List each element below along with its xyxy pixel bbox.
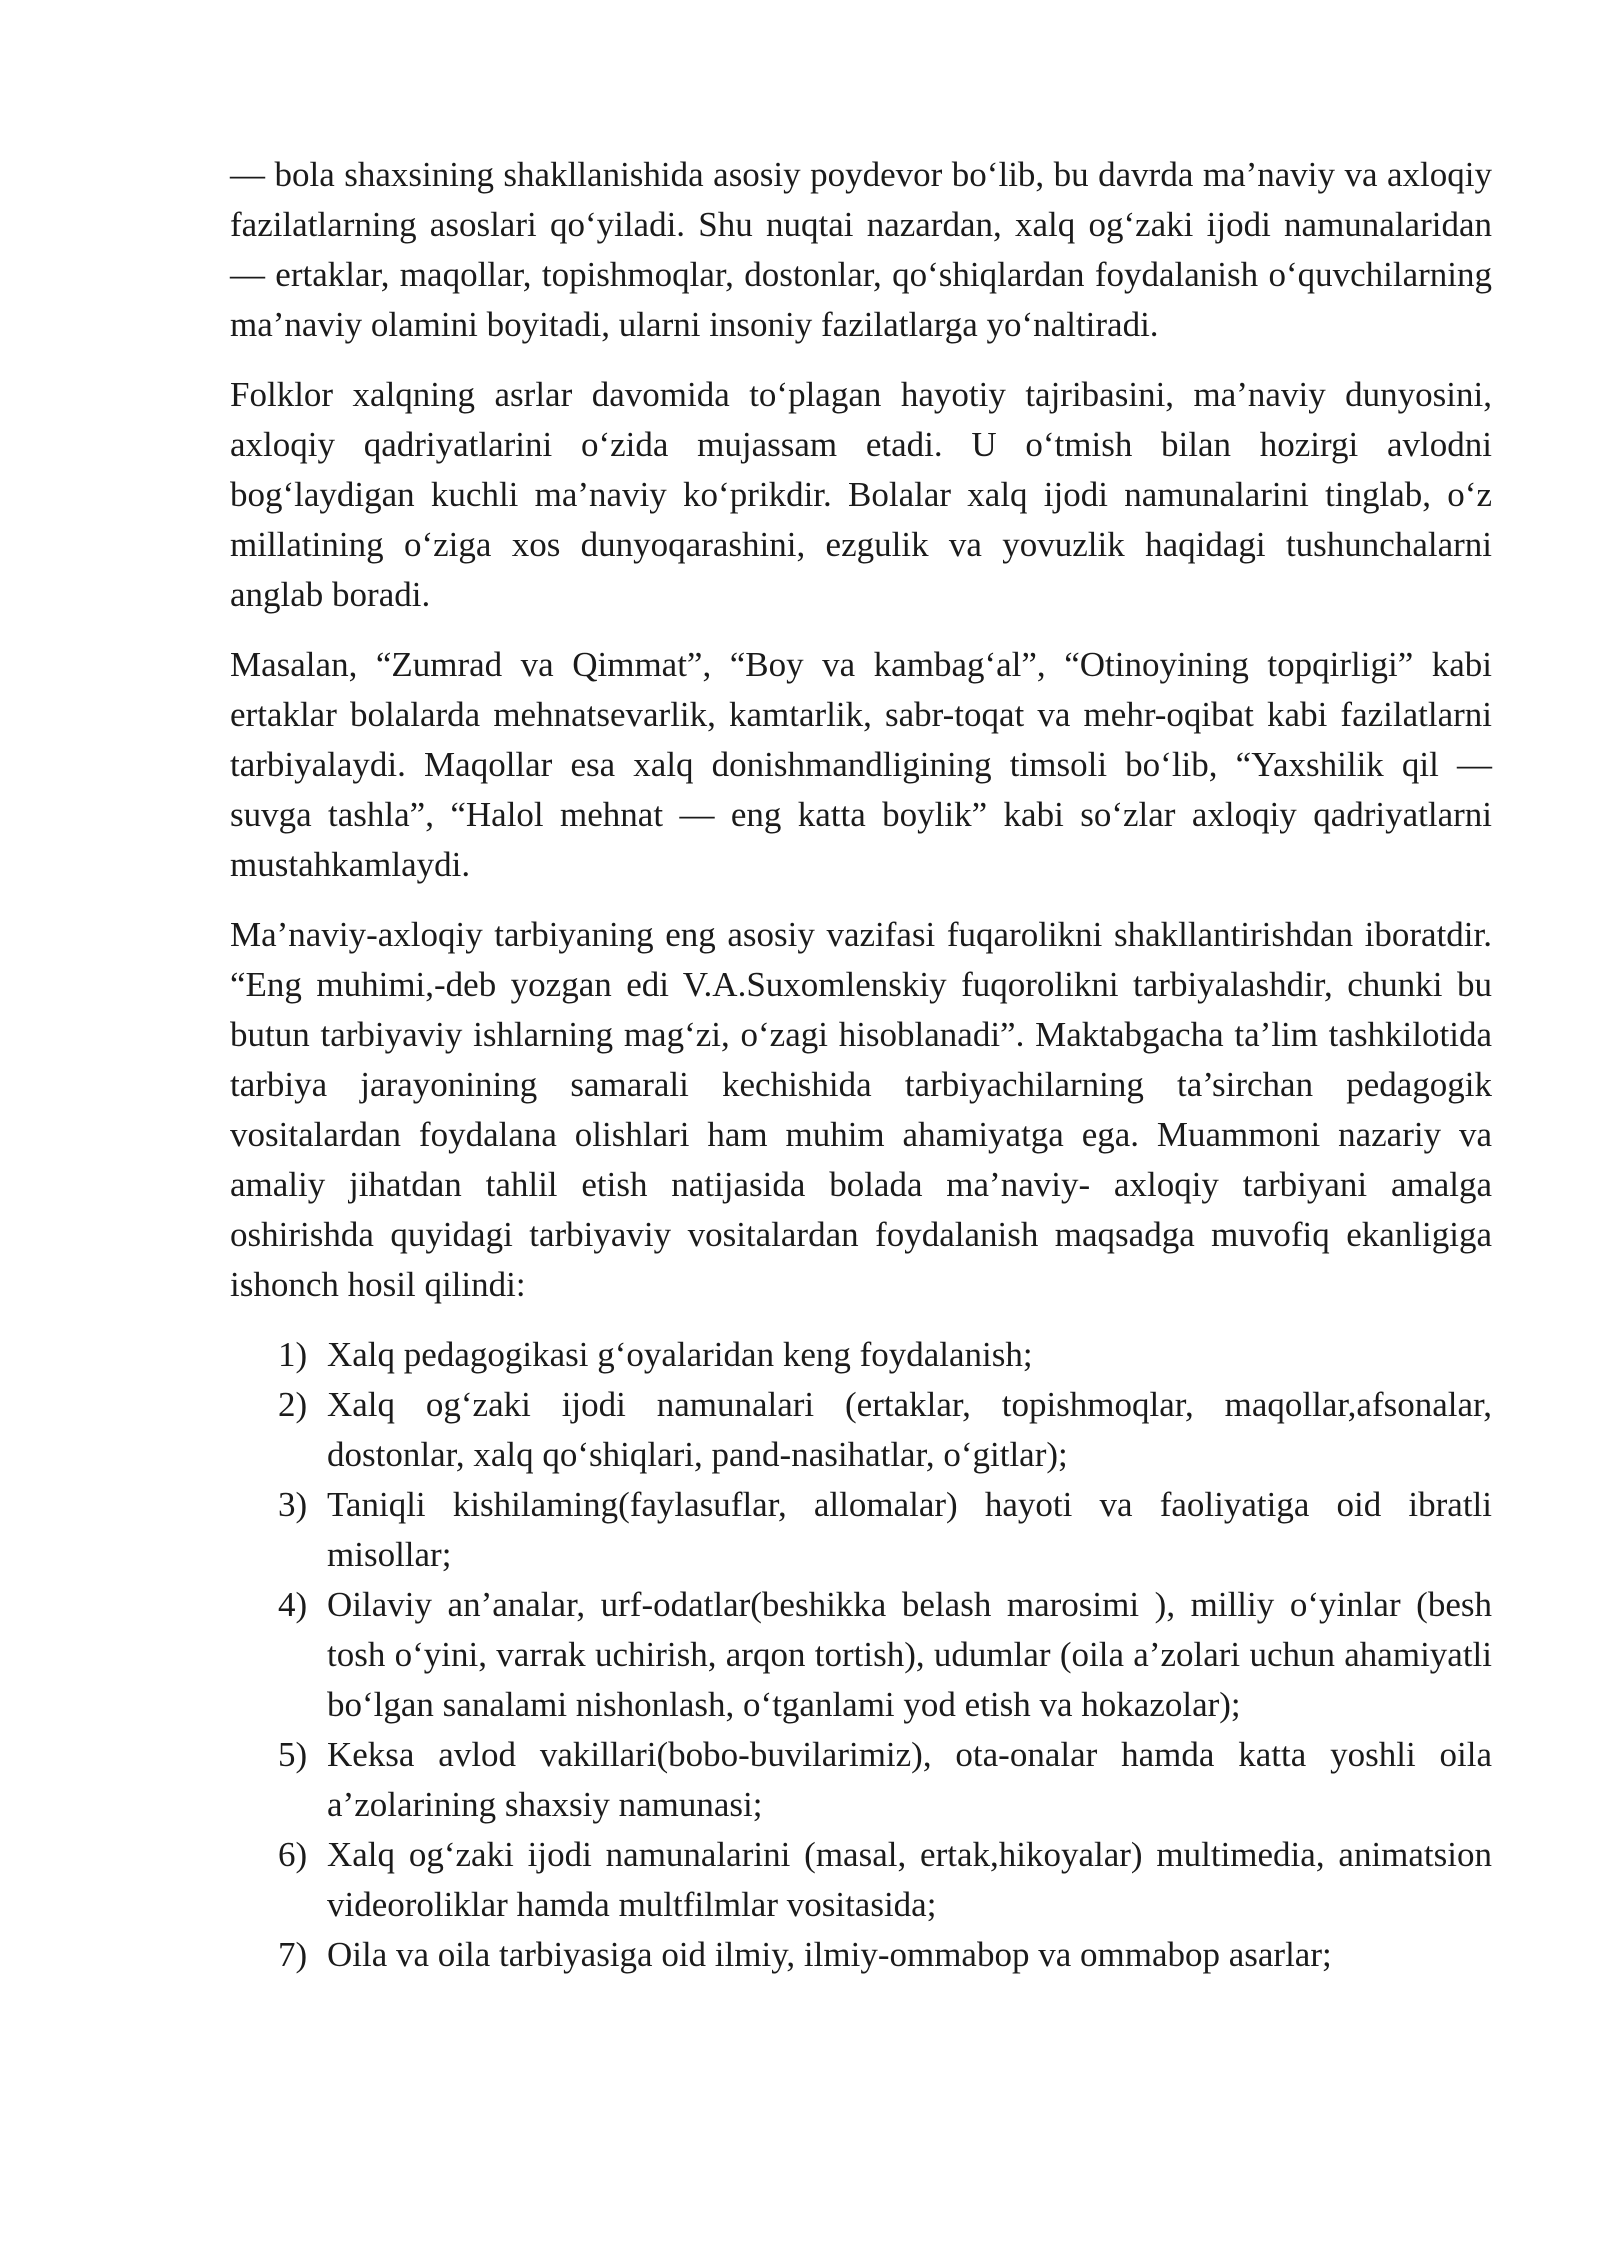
list-item-number: 2) — [278, 1385, 308, 1424]
paragraph-3: Masalan, “Zumrad va Qimmat”, “Boy va kambag‘al”, “Otinoyining topqirligi” kabi ertaklar bolalarda mehnatsevarlik, kamtarlik, sabr-toqat va mehr-oqibat kabi fazilatlarni tarbiyalaydi. Maqollar esa xalq donishmandligining timsoli bo‘lib, “Yaxshilik qil — suvga tashla”, “Halol mehnat — eng katta boylik” kabi so‘zlar axloqiy qadriyatlarni mustahkamlaydi. — [230, 645, 1492, 884]
document-page — [230, 150, 1492, 1980]
list-item-text: Taniqli kishilaming(faylasuflar, allomalar) hayoti va faoliyatiga oid ibratli misollar; — [327, 1485, 1492, 1574]
list-item-text: Keksa avlod vakillari(bobo-buvilarimiz), ota-onalar hamda katta yoshli oila a’zolarining shaxsiy namunasi; — [327, 1735, 1492, 1824]
list-item — [230, 1730, 1492, 1830]
list-item-text: Xalq og‘zaki ijodi namunalari (ertaklar, topishmoqlar, maqollar,afsonalar, dostonlar, xalq qo‘shiqlari, pand-nasihatlar, o‘gitlar); — [327, 1385, 1492, 1474]
paragraph-2: Folklor xalqning asrlar davomida to‘plagan hayotiy tajribasini, ma’naviy dunyosini, axloqiy qadriyatlarini o‘zida mujassam etadi. U o‘tmish bilan hozirgi avlodni bog‘laydigan kuchli ma’naviy ko‘prikdir. Bolalar xalq ijodi namunalarini tinglab, o‘z millatining o‘ziga xos dunyoqarashini, ezgulik va yovuzlik haqidagi tushunchalarni anglab boradi. — [230, 375, 1492, 614]
list-item — [230, 1380, 1492, 1480]
list-item-text: Oilaviy an’analar, urf-odatlar(beshikka belash marosimi ), milliy o‘yinlar (besh tosh o‘yini, varrak uchirish, arqon tortish), udumlar (oila a’zolari uchun ahamiyatli bo‘lgan sanalami nishonlash, o‘tganlami yod etish va hokazolar); — [327, 1585, 1492, 1724]
list-item-number: 1) — [278, 1335, 308, 1374]
list-item-number: 3) — [278, 1485, 308, 1524]
list-item-number: 7) — [278, 1935, 308, 1974]
list-item-text: Xalq og‘zaki ijodi namunalarini (masal, ertak,hikoyalar) multimedia, animatsion videoroliklar hamda multfilmlar vositasida; — [327, 1835, 1492, 1924]
paragraph-1: — bola shaxsining shakllanishida asosiy poydevor bo‘lib, bu davrda ma’naviy va axloqiy fazilatlarning asoslari qo‘yiladi. Shu nuqtai nazardan, xalq og‘zaki ijodi namunalaridan — ertaklar, maqollar, topishmoqlar, dostonlar, qo‘shiqlardan foydalanish o‘quvchilarning ma’naviy olamini boyitadi, ularni insoniy fazilatlarga yo‘naltiradi. — [230, 155, 1492, 344]
list-item — [230, 1580, 1492, 1730]
paragraph-4: Ma’naviy-axloqiy tarbiyaning eng asosiy vazifasi fuqarolikni shakllantirishdan iboratdir. “Eng muhimi,-deb yozgan edi V.A.Suxomlenskiy fuqorolikni tarbiyalashdir, chunki bu butun tarbiyaviy ishlarning mag‘zi, o‘zagi hisoblanadi”. Maktabgacha ta’lim tashkilotida tarbiya jarayonining samarali kechishida tarbiyachilarning ta’sirchan pedagogik vositalardan foydalana olishlari ham muhim ahamiyatga ega. Muammoni nazariy va amaliy jihatdan tahlil etish natijasida bolada ma’naviy- axloqiy tarbiyani amalga oshirishda quyidagi tarbiyaviy vositalardan foydalanish maqsadga muvofiq ekanligiga ishonch hosil qilindi: — [230, 915, 1492, 1304]
list-item-number: 6) — [278, 1835, 308, 1874]
list-item-number: 4) — [278, 1585, 308, 1624]
list-item-number: 5) — [278, 1735, 308, 1774]
list-item-text: Oila va oila tarbiyasiga oid ilmiy, ilmiy-ommabop va ommabop asarlar; — [327, 1935, 1332, 1974]
list-item — [230, 1830, 1492, 1930]
numbered-list — [230, 1330, 1492, 1980]
list-item — [230, 1330, 1492, 1380]
list-item — [230, 1480, 1492, 1580]
list-item-text: Xalq pedagogikasi g‘oyalaridan keng foydalanish; — [327, 1335, 1033, 1374]
list-item — [230, 1930, 1492, 1980]
